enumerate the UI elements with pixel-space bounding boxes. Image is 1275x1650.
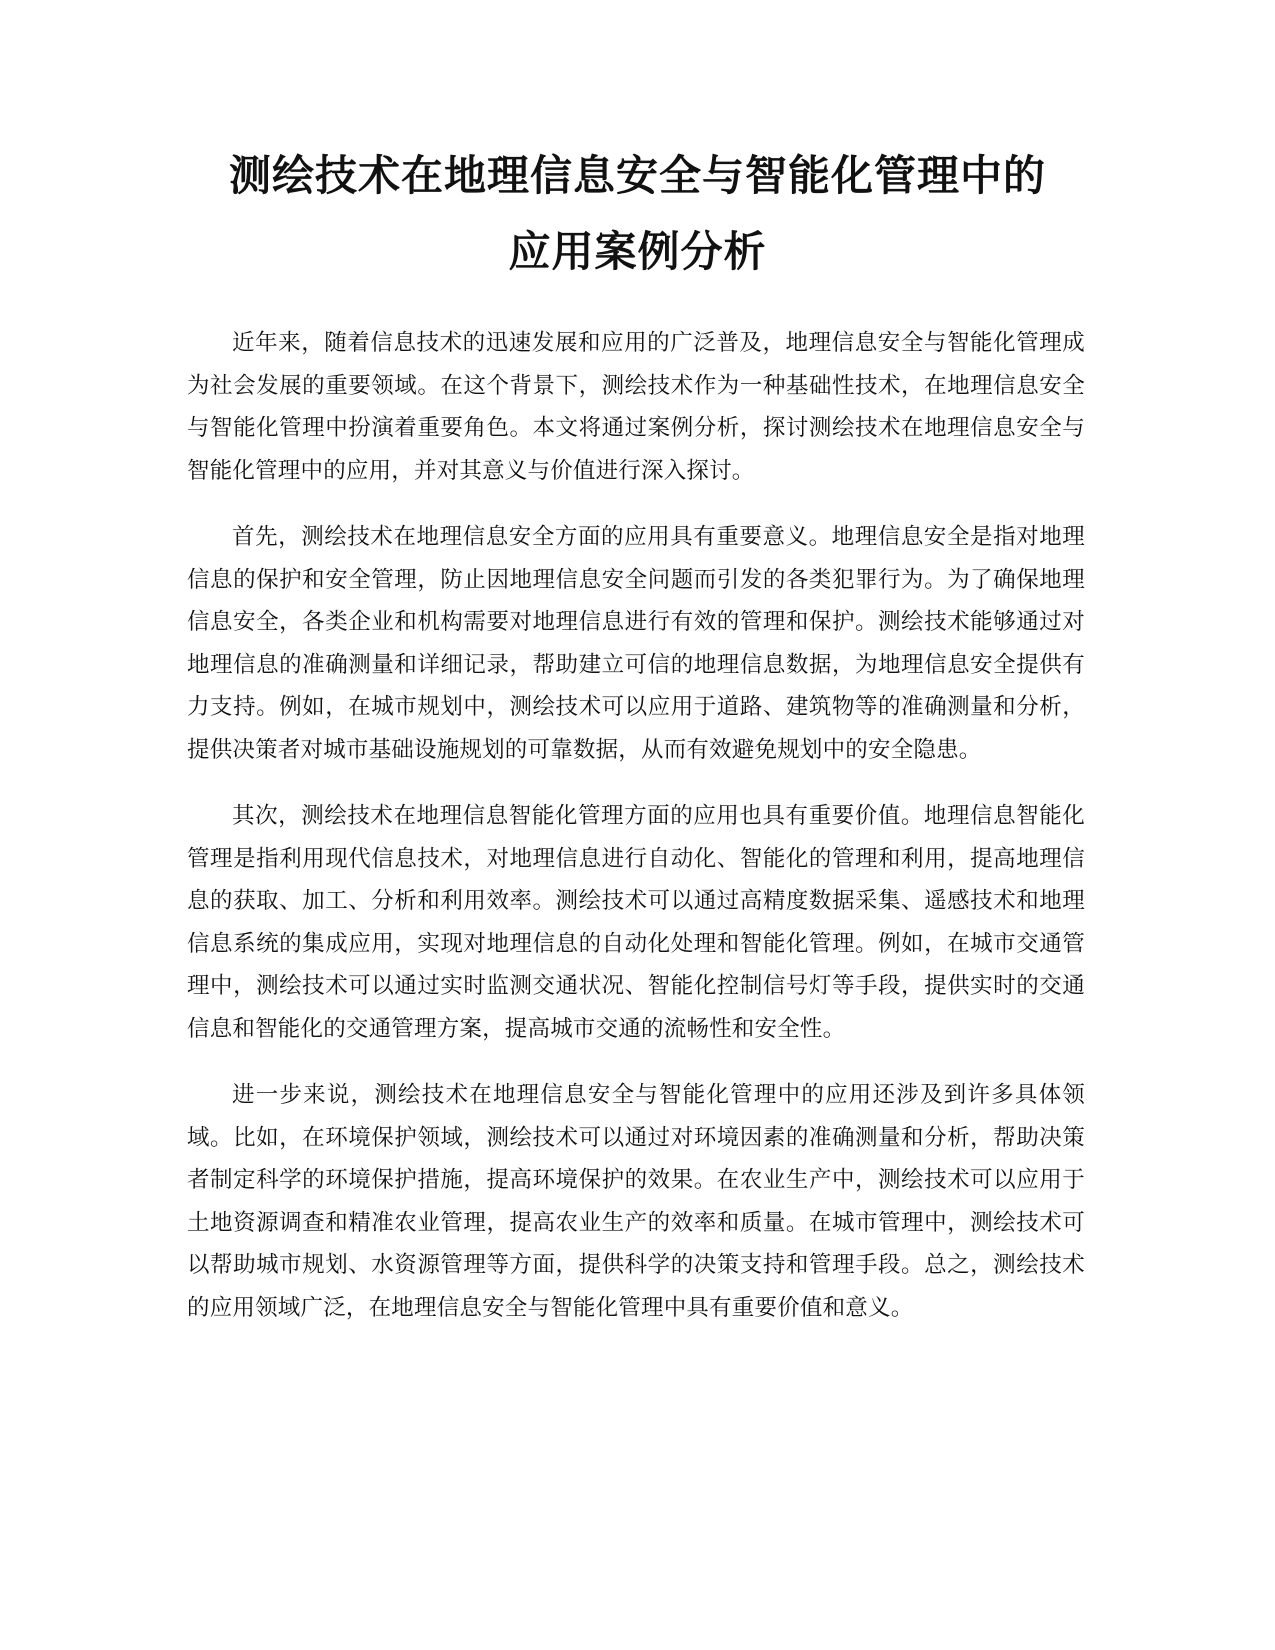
- title-line-2: 应用案例分析: [508, 227, 767, 276]
- paragraph-intelligent-management: 其次，测绘技术在地理信息智能化管理方面的应用也具有重要价值。地理信息智能化管理是指利用现代信息技术，对地理信息进行自动化、智能化的管理和利用，提高地理信息的获取、加工、分析和利用效率。测绘技术可以通过高精度数据采集、遥感技术和地理信息系统的集成应用，实现对地理信息的自动化处理和智能化管理。例如，在城市交通管理中，测绘技术可以通过实时监测交通状况、智能化控制信号灯等手段，提供实时的交通信息和智能化的交通管理方案，提高城市交通的流畅性和安全性。: [187, 803, 1085, 1042]
- paragraph-intro: 近年来，随着信息技术的迅速发展和应用的广泛普及，地理信息安全与智能化管理成为社会发展的重要领域。在这个背景下，测绘技术作为一种基础性技术，在地理信息安全与智能化管理中扮演着重要角色。本文将通过案例分析，探讨测绘技术在地理信息安全与智能化管理中的应用，并对其意义与价值进行深入探讨。: [187, 330, 1085, 484]
- paragraph-application-fields: 进一步来说，测绘技术在地理信息安全与智能化管理中的应用还涉及到许多具体领域。比如，在环境保护领域，测绘技术可以通过对环境因素的准确测量和分析，帮助决策者制定科学的环境保护措施，提高环境保护的效果。在农业生产中，测绘技术可以应用于土地资源调查和精准农业管理，提高农业生产的效率和质量。在城市管理中，测绘技术可以帮助城市规划、水资源管理等方面，提供科学的决策支持和管理手段。总之，测绘技术的应用领域广泛，在地理信息安全与智能化管理中具有重要价值和意义。: [187, 1082, 1085, 1321]
- title-line-1: 测绘技术在地理信息安全与智能化管理中的: [228, 151, 1046, 200]
- paragraph-security: 首先，测绘技术在地理信息安全方面的应用具有重要意义。地理信息安全是指对地理信息的保护和安全管理，防止因地理信息安全问题而引发的各类犯罪行为。为了确保地理信息安全，各类企业和机构需要对地理信息进行有效的管理和保护。测绘技术能够通过对地理信息的准确测量和详细记录，帮助建立可信的地理信息数据，为地理信息安全提供有力支持。例如，在城市规划中，测绘技术可以应用于道路、建筑物等的准确测量和分析，提供决策者对城市基础设施规划的可靠数据，从而有效避免规划中的安全隐患。: [187, 524, 1085, 763]
- document-body: [187, 322, 1085, 1353]
- document-title: [160, 138, 1115, 290]
